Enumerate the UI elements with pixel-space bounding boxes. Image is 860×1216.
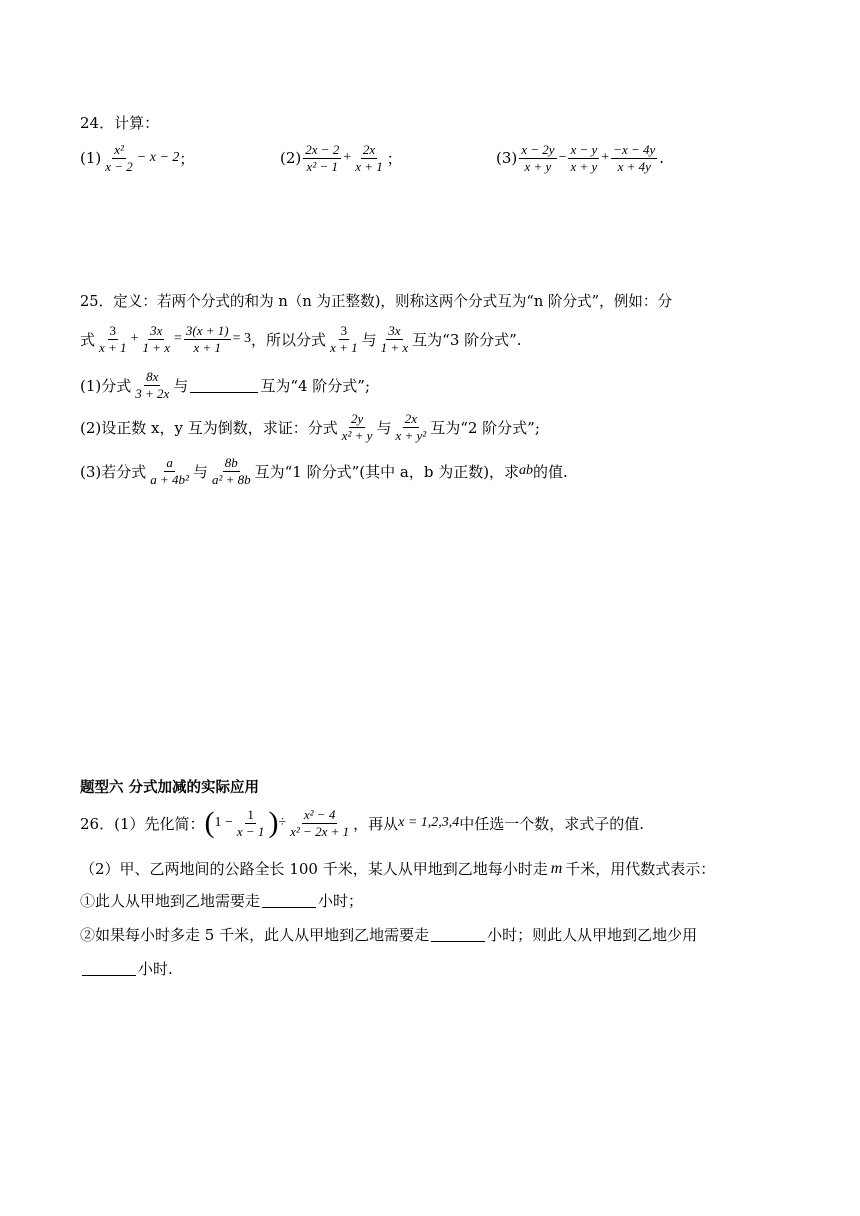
q26-part1	[80, 808, 644, 838]
q25-p1-suffix: 互为“4 阶分式”;	[260, 376, 371, 395]
plus-sign: +	[601, 150, 610, 166]
q26-case2	[80, 924, 697, 945]
q25-p2-and: 与	[376, 418, 392, 437]
q25-p3-text: (3)若分式	[80, 462, 147, 481]
numerator: −x − 4y	[613, 142, 656, 157]
q25-example-fraction-4	[328, 324, 360, 354]
numerator: 2x	[362, 142, 376, 157]
q25-line2-and: 与	[361, 330, 377, 349]
q26-p1-one: 1 −	[214, 815, 233, 831]
q25-p1-label: (1)分式	[80, 376, 132, 395]
q26-p1-fraction-2	[288, 808, 351, 838]
q24-p1-end: ；	[179, 149, 195, 168]
q25-part1	[80, 370, 370, 400]
denominator: x + 1	[330, 339, 358, 355]
divide-sign: ÷	[278, 815, 287, 831]
denominator: 1 + x	[142, 339, 171, 355]
q25-p3-fraction-2	[210, 456, 253, 486]
denominator: a + 4b²	[150, 471, 189, 487]
answer-blank[interactable]	[82, 961, 136, 976]
q26-p2-line1a: （2）甲、乙两地间的公路全长 100 千米，某人从甲地到乙地每小时走	[80, 860, 548, 878]
numerator: 2x − 2	[305, 142, 340, 157]
example-result: = 3	[232, 331, 252, 347]
q24-p3-fraction-3	[611, 143, 657, 173]
numerator: 3(x + 1)	[185, 323, 229, 338]
q25-example-fraction-5	[379, 324, 411, 354]
q25-p3-suffix1: 互为“1 阶分式”(其中 a，b 为正数)，求	[254, 462, 520, 481]
q25-p2-fraction-1	[340, 412, 375, 442]
q25-p1-fraction	[133, 370, 171, 400]
q26-p1-prefix: 26．(1）先化简：	[80, 814, 205, 833]
numerator: 3	[109, 323, 117, 338]
q25-p2-suffix: 互为“2 阶分式”;	[430, 418, 540, 437]
q26-case1	[80, 890, 363, 911]
denominator: x + y	[524, 158, 552, 174]
denominator: x² + y	[341, 427, 373, 443]
q26-c1-prefix: ①此人从甲地到乙地需要走	[80, 892, 261, 910]
q25-p3-suffix2: 的值.	[533, 462, 568, 481]
q26-p1-fraction-1	[235, 808, 267, 838]
q24-p2-label: (2)	[280, 149, 302, 168]
q24-p2-fraction-1	[303, 143, 341, 173]
q24-title: 24．计算：	[80, 114, 160, 132]
q25-line2-mid: ，所以分式	[251, 330, 327, 349]
section-heading: 题型六 分式加减的实际应用	[80, 780, 260, 796]
minus-sign: −	[558, 150, 567, 166]
q25-p2-fraction-2	[393, 412, 428, 442]
numerator: x²	[114, 142, 124, 157]
q25-p1-and: 与	[173, 376, 189, 395]
answer-blank[interactable]	[431, 927, 485, 942]
denominator: x² − 2x + 1	[290, 823, 350, 839]
plus-sign: +	[130, 331, 139, 347]
q25-p2-text: (2)设正数 x，y 互为倒数，求证：分式	[80, 418, 338, 437]
q24-p2-fraction-2	[353, 143, 385, 173]
numerator: 3x	[150, 323, 163, 338]
denominator: x + y	[570, 158, 598, 174]
denominator: x − 2	[105, 158, 133, 174]
q25-p3-ab: ab	[519, 463, 534, 479]
numerator: 2x	[404, 411, 417, 426]
q26-c2-mid: 小时；则此人从甲地到乙地少用	[487, 926, 698, 944]
plus-sign: +	[343, 150, 352, 166]
q24-p3-fraction-1	[519, 143, 556, 173]
q26-c2-prefix: ②如果每小时多走 5 千米，此人从甲地到乙地需要走	[80, 926, 430, 944]
numerator: 8b	[224, 455, 238, 470]
numerator: a	[166, 455, 173, 470]
q25-example-fraction-1	[97, 324, 129, 354]
q26-c1-suffix: 小时；	[318, 892, 364, 910]
denominator: x − 1	[236, 823, 265, 839]
answer-blank[interactable]	[262, 893, 316, 908]
denominator: x + 1	[355, 158, 383, 174]
q25-p3-fraction-1	[148, 456, 191, 486]
q25-line1: 25．定义：若两个分式的和为 n（n 为正整数)，则称这两个分式互为“n 阶分式”，例如：分	[80, 293, 673, 310]
numerator: 8x	[146, 369, 159, 384]
q26-p2-m: m	[550, 859, 563, 877]
q26-c2-suffix: 小时.	[138, 960, 173, 978]
denominator: x + 1	[99, 339, 127, 355]
q25-line2	[80, 324, 522, 354]
q25-part2	[80, 412, 540, 442]
q24-p1-fraction	[103, 143, 135, 173]
numerator: 3	[340, 323, 348, 338]
q24-part2	[280, 143, 402, 173]
q24-p1-label: (1)	[80, 149, 102, 168]
numerator: x² − 4	[303, 807, 336, 822]
q26-p1-set: x = 1,2,3,4	[398, 815, 460, 831]
numerator: x − y	[570, 142, 598, 157]
q26-p1-suffix2: 中任选一个数，求式子的值.	[459, 814, 645, 833]
denominator: x + 4y	[617, 158, 651, 174]
numerator: 2y	[350, 411, 364, 426]
denominator: x + y²	[395, 427, 427, 443]
q25-line2-prefix: 式	[80, 330, 96, 349]
q25-part3	[80, 456, 568, 486]
q24-p2-end: ；	[386, 149, 402, 168]
equals-sign: =	[174, 331, 182, 347]
denominator: x² − 1	[306, 158, 338, 174]
q24-part1	[80, 143, 194, 173]
q24-p3-label: (3)	[496, 149, 518, 168]
q24-p1-tail: − x − 2	[136, 150, 180, 166]
denominator: 3 + 2x	[135, 385, 170, 401]
q26-p2-line1b: 千米，用代数式表示：	[565, 860, 716, 878]
q25-p3-and: 与	[192, 462, 208, 481]
right-paren: )	[268, 806, 279, 840]
q25-example-fraction-3	[184, 324, 231, 354]
left-paren: (	[204, 806, 215, 840]
numerator: x − 2y	[521, 142, 555, 157]
q24-p3-end: .	[659, 149, 665, 168]
q25-example-fraction-2	[140, 324, 172, 354]
q24-part3	[496, 143, 664, 173]
denominator: 1 + x	[380, 339, 409, 355]
q25-line2-suffix: 互为“3 阶分式”.	[412, 330, 522, 349]
numerator: 1	[247, 807, 254, 822]
numerator: 3x	[388, 323, 401, 338]
q26-part2	[80, 858, 715, 879]
denominator: x + 1	[193, 339, 222, 355]
q26-p1-suffix1: ，再从	[353, 814, 399, 833]
answer-blank[interactable]	[190, 378, 258, 393]
q26-case2-cont	[80, 958, 173, 979]
denominator: a² + 8b	[211, 471, 251, 487]
q24-p3-fraction-2	[568, 143, 599, 173]
